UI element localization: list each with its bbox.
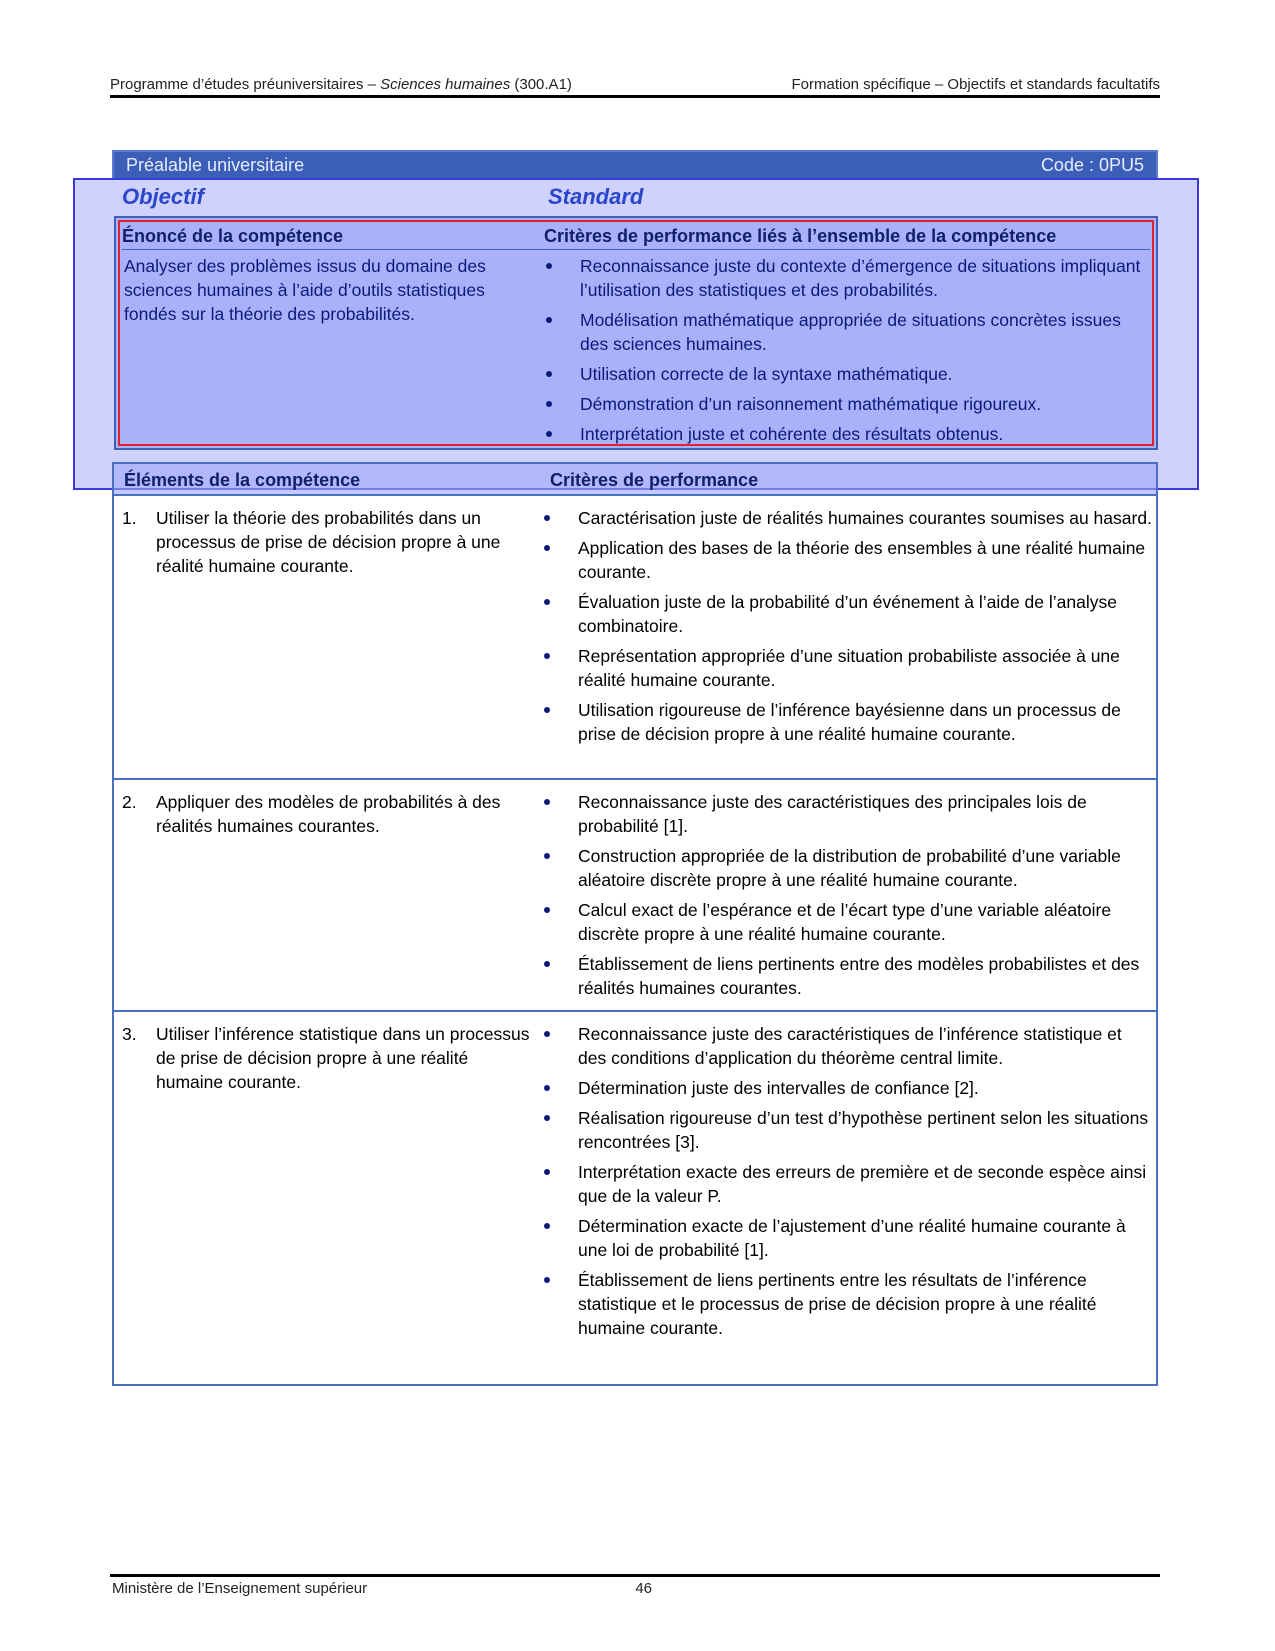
- bullet-icon: [544, 853, 550, 859]
- footer-rule: [110, 1574, 1160, 1577]
- element-criterion: [542, 1268, 1152, 1340]
- element-criterion: [542, 790, 1152, 838]
- criterion-text: Construction appropriée de la distribution de probabilité d’une variable aléatoire discrète propre à une réalité humaine courante.: [578, 846, 1121, 890]
- element-criterion: [542, 698, 1152, 746]
- element-criterion: [542, 536, 1152, 584]
- criterion-text: Réalisation rigoureuse d’un test d’hypothèse pertinent selon les situations rencontrées [3].: [578, 1108, 1149, 1152]
- element-row: [114, 496, 1156, 780]
- element-number: 3.: [122, 1024, 137, 1044]
- criterion-text: Utilisation rigoureuse de l’inférence bayésienne dans un processus de prise de décision propre à une réalité humaine courante.: [578, 700, 1121, 744]
- objective-row: [122, 184, 1152, 214]
- element-criteria-list: [542, 506, 1152, 752]
- element-number: 1.: [122, 508, 137, 528]
- bullet-icon: [544, 799, 550, 805]
- competence-statement: Analyser des problèmes issus du domaine des sciences humaines à l’aide d’outils statistiques fondés sur la théorie des probabilités.: [124, 256, 486, 324]
- element-criteria-list: [542, 790, 1152, 1006]
- band-title: Préalable universitaire: [126, 154, 305, 175]
- competence-criterion: [544, 392, 1144, 416]
- bullet-icon: [546, 401, 552, 407]
- competence-criterion: [544, 362, 1144, 386]
- running-header: [110, 76, 1160, 98]
- competence-criterion: [544, 254, 1144, 302]
- element-criterion: [542, 952, 1152, 1000]
- element-criteria-list: [542, 1022, 1152, 1346]
- element-text: Utiliser la théorie des probabilités dans un processus de prise de décision propre à une réalité humaine courante.: [156, 508, 501, 576]
- bullet-icon: [544, 907, 550, 913]
- bullet-icon: [544, 599, 550, 605]
- element-criterion: [542, 590, 1152, 638]
- competence-criterion: [544, 308, 1144, 356]
- bullet-icon: [544, 653, 550, 659]
- element-criterion: [542, 1076, 1152, 1100]
- bullet-icon: [544, 1115, 550, 1121]
- header-left: [110, 76, 572, 93]
- element-criterion: [542, 1214, 1152, 1262]
- bullet-icon: [544, 1031, 550, 1037]
- element-statement: [122, 790, 532, 838]
- element-criterion: [542, 644, 1152, 692]
- element-text: Appliquer des modèles de probabilités à des réalités humaines courantes.: [156, 792, 501, 836]
- criterion-text: Interprétation juste et cohérente des résultats obtenus.: [580, 424, 1004, 444]
- bullet-icon: [544, 1223, 550, 1229]
- criterion-text: Caractérisation juste de réalités humaines courantes soumises au hasard.: [578, 508, 1152, 528]
- element-criterion: [542, 1022, 1152, 1070]
- elements-table: [112, 462, 1158, 1386]
- header-program-italic: Sciences humaines: [380, 76, 511, 93]
- bullet-icon: [544, 515, 550, 521]
- bullet-icon: [546, 317, 552, 323]
- title-band: [112, 150, 1158, 180]
- criterion-text: Établissement de liens pertinents entre des modèles probabilistes et des réalités humaines courantes.: [578, 954, 1140, 998]
- element-row: [114, 780, 1156, 1012]
- bullet-icon: [544, 1277, 550, 1283]
- bullet-icon: [546, 371, 552, 377]
- criterion-text: Représentation appropriée d’une situation probabiliste associée à une réalité humaine courante.: [578, 646, 1120, 690]
- criterion-text: Modélisation mathématique appropriée de situations concrètes issues des sciences humaines.: [580, 310, 1121, 354]
- criterion-text: Application des bases de la théorie des ensembles à une réalité humaine courante.: [578, 538, 1146, 582]
- element-statement: [122, 506, 532, 578]
- header-right: Formation spécifique – Objectifs et standards facultatifs: [791, 76, 1160, 93]
- competence-header: [122, 224, 1150, 250]
- criterion-text: Utilisation correcte de la syntaxe mathématique.: [580, 364, 953, 384]
- elements-header-right: Critères de performance: [550, 470, 759, 490]
- element-number: 2.: [122, 792, 137, 812]
- footer-ministry: Ministère de l’Enseignement supérieur: [112, 1580, 368, 1597]
- bullet-icon: [544, 707, 550, 713]
- statement-header: Énoncé de la compétence: [122, 226, 344, 246]
- elements-header: [114, 464, 1156, 496]
- criterion-text: Interprétation exacte des erreurs de première et de seconde espèce ainsi que de la valeur P.: [578, 1162, 1147, 1206]
- header-program-code: (300.A1): [510, 76, 572, 93]
- element-criterion: [542, 898, 1152, 946]
- elements-header-left: Éléments de la compétence: [124, 470, 361, 490]
- standard-label: Standard: [548, 184, 644, 209]
- bullet-icon: [544, 1169, 550, 1175]
- band-code: Code : 0PU5: [1040, 154, 1144, 175]
- element-statement: [122, 1022, 532, 1094]
- competence-box: [114, 216, 1158, 450]
- criteria-header: Critères de performance liés à l’ensemble de la compétence: [544, 226, 1057, 246]
- footer: [112, 1580, 652, 1597]
- bullet-icon: [544, 1085, 550, 1091]
- criterion-text: Détermination juste des intervalles de confiance [2].: [578, 1078, 979, 1098]
- competence-criterion: [544, 422, 1144, 446]
- element-row: [114, 1012, 1156, 1384]
- criterion-text: Reconnaissance juste des caractéristiques de l’inférence statistique et des conditions d’application du théorème central limite.: [578, 1024, 1122, 1068]
- element-criterion: [542, 506, 1152, 530]
- criterion-text: Reconnaissance juste des caractéristiques des principales lois de probabilité [1].: [578, 792, 1087, 836]
- criterion-text: Détermination exacte de l’ajustement d’une réalité humaine courante à une loi de probabilité [1].: [578, 1216, 1126, 1260]
- criterion-text: Évaluation juste de la probabilité d’un événement à l’aide de l’analyse combinatoire.: [578, 592, 1117, 636]
- criterion-text: Démonstration d’un raisonnement mathématique rigoureux.: [580, 394, 1042, 414]
- criterion-text: Calcul exact de l’espérance et de l’écart type d’une variable aléatoire discrète propre à une réalité humaine courante.: [578, 900, 1112, 944]
- objective-label: Objectif: [122, 184, 204, 209]
- bullet-icon: [544, 961, 550, 967]
- criterion-text: Établissement de liens pertinents entre les résultats de l’inférence statistique et le processus de prise de décision propre à une réalité humaine courante.: [578, 1270, 1097, 1338]
- bullet-icon: [546, 431, 552, 437]
- element-criterion: [542, 844, 1152, 892]
- header-program: Programme d’études préuniversitaires –: [110, 76, 381, 93]
- bullet-icon: [544, 545, 550, 551]
- element-criterion: [542, 1160, 1152, 1208]
- criterion-text: Reconnaissance juste du contexte d’émergence de situations impliquant l’utilisation des statistiques et des probabilités.: [580, 256, 1141, 300]
- bullet-icon: [546, 263, 552, 269]
- element-criterion: [542, 1106, 1152, 1154]
- page-number: 46: [635, 1580, 652, 1597]
- element-text: Utiliser l’inférence statistique dans un processus de prise de décision propre à une réalité humaine courante.: [156, 1024, 530, 1092]
- competence-criteria-list: [544, 254, 1144, 452]
